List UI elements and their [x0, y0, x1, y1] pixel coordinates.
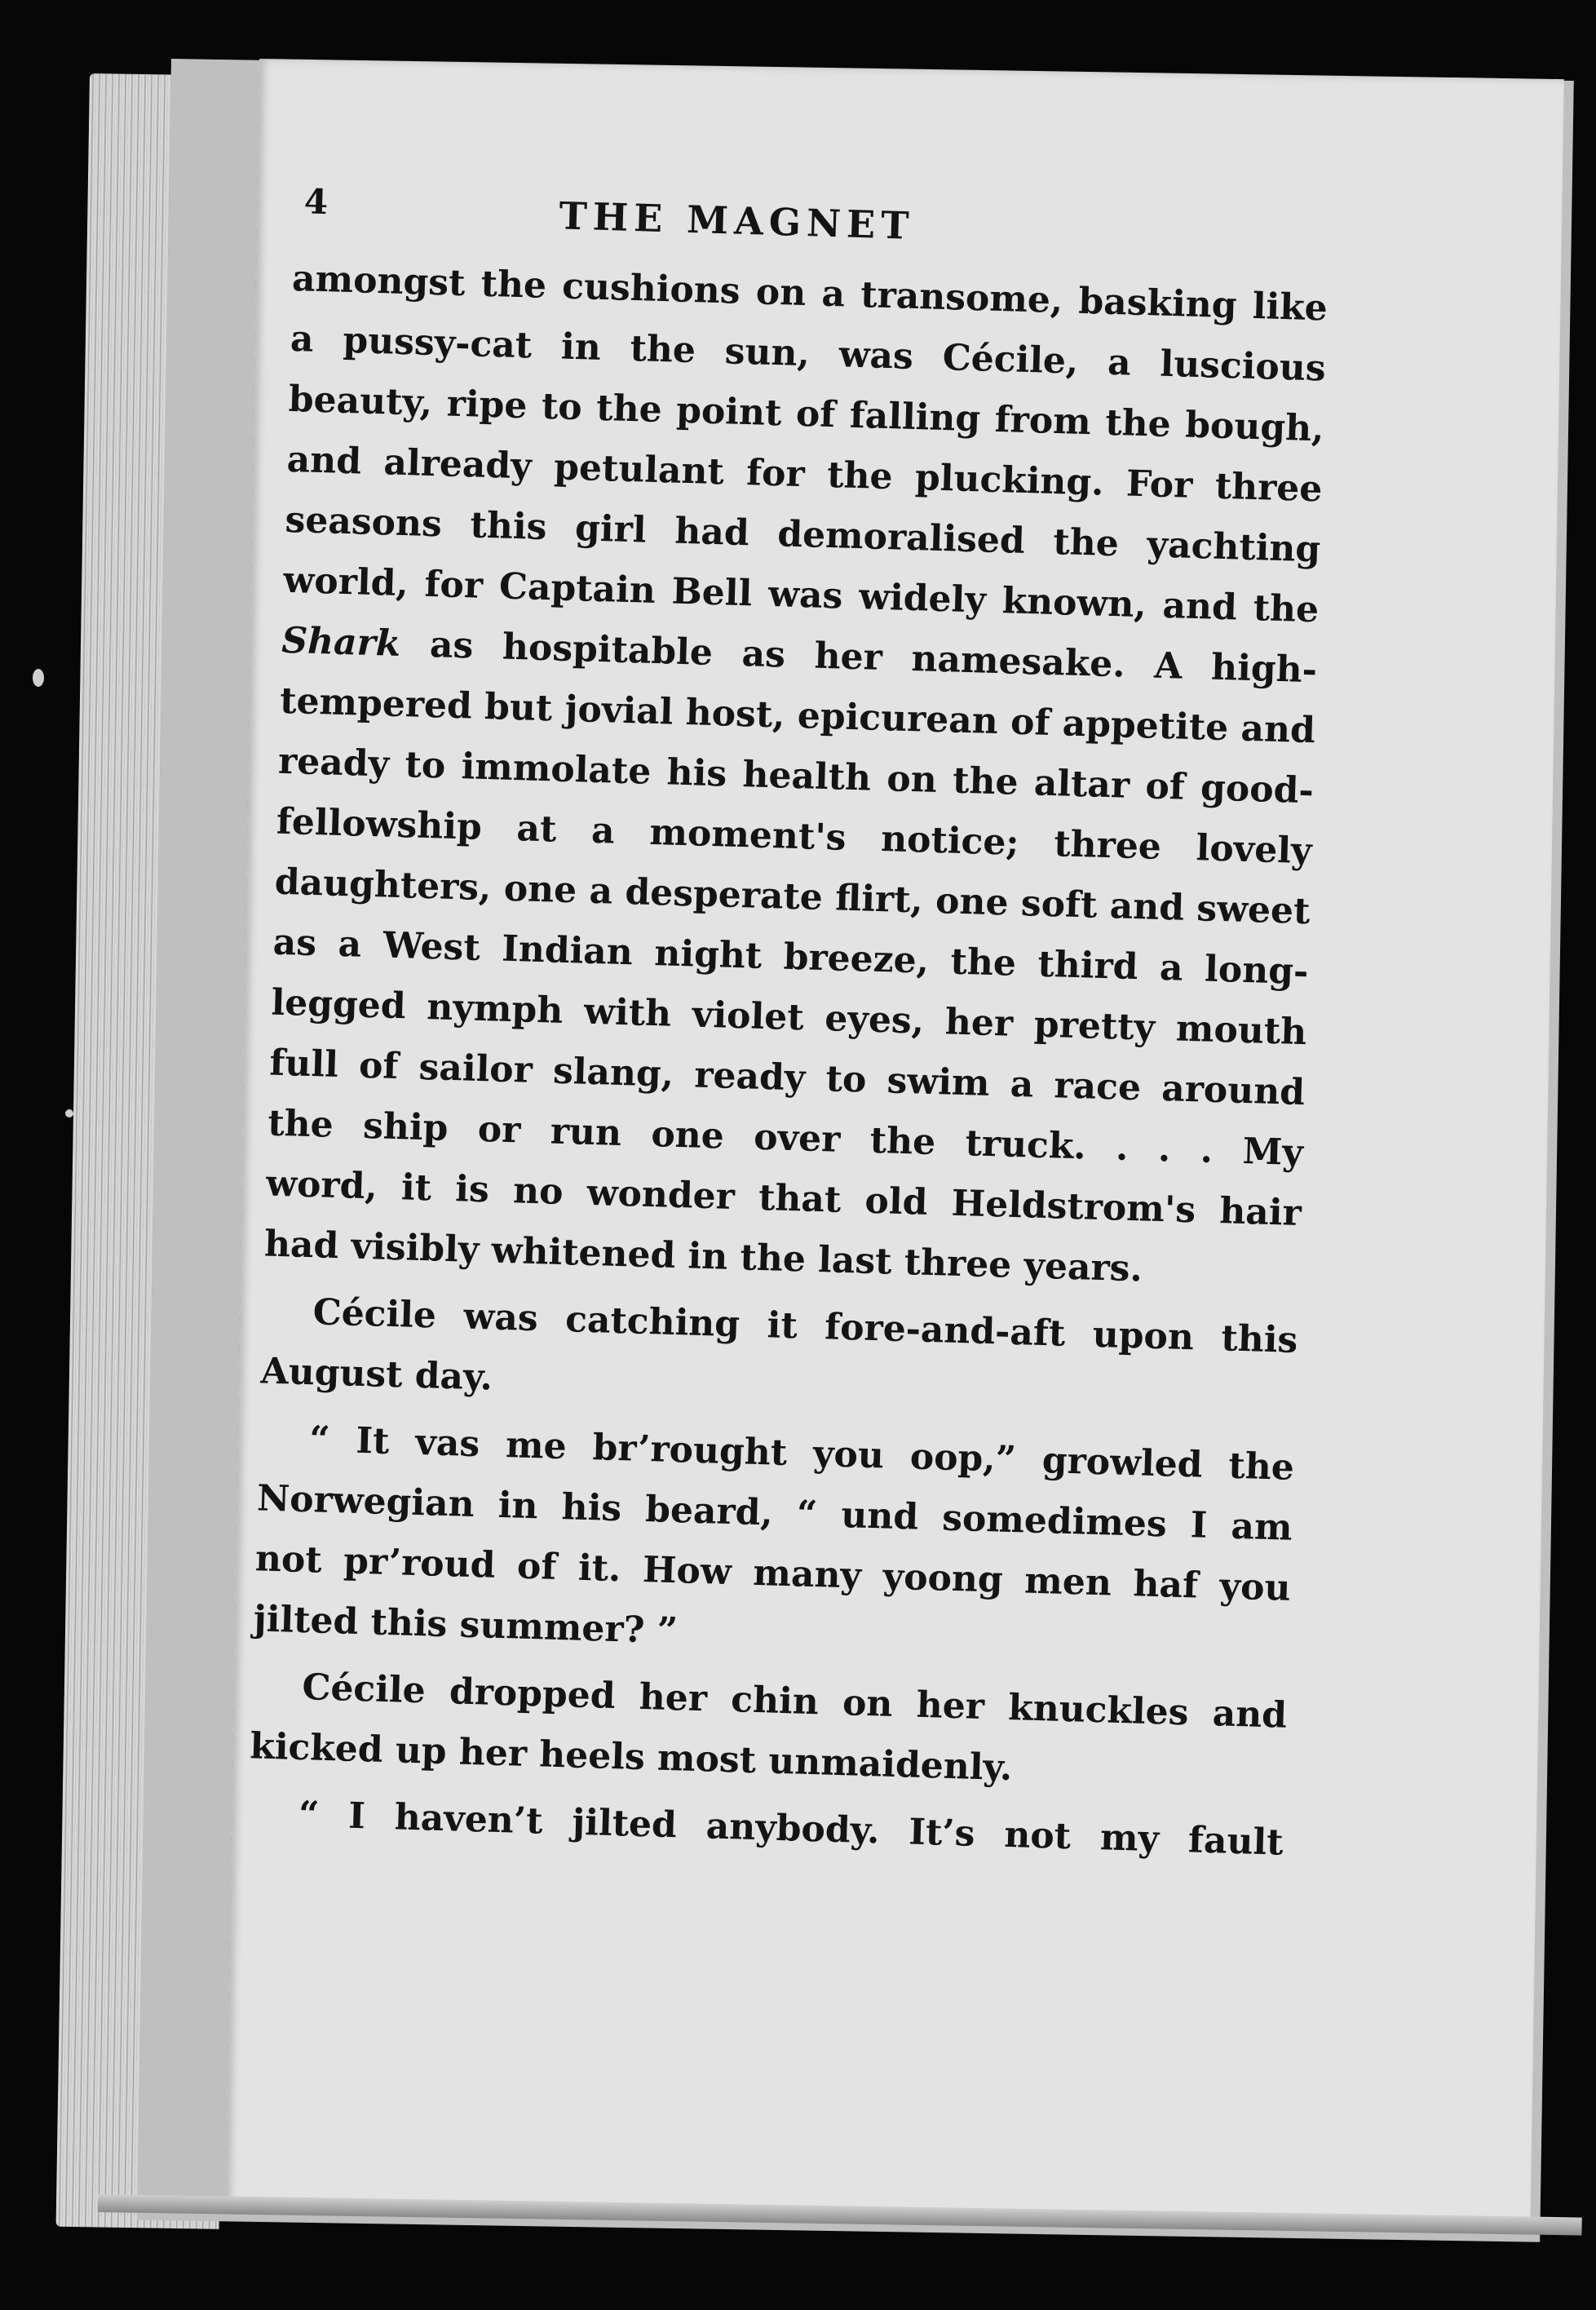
text-line: “ I haven’t jilted anybody. It’s not my fault [298, 1793, 1284, 1864]
text-line: the ship or run one over the truck. . . . My [267, 1102, 1304, 1175]
paragraph [263, 249, 1329, 1304]
page-text [247, 171, 1331, 1874]
text-line: seasons this girl had demoralised the yachting [284, 498, 1321, 571]
ship-name: Shark [281, 619, 402, 665]
text-line: beauty, ripe to the point of falling from the bough, [288, 378, 1325, 450]
text-line: amongst the cushions on a transome, basking like [291, 257, 1329, 330]
page-number: 4 [303, 181, 329, 223]
text-line: not pr’roud of it. How many yoong men haf you [254, 1538, 1292, 1609]
text-line: fellowship at a moment's notice; three lovely [276, 800, 1313, 873]
dust-speck [65, 1109, 73, 1117]
text-line: as a West Indian night breeze, the third a long- [272, 921, 1309, 993]
running-title: THE MAGNET [558, 193, 916, 248]
text-line: jilted this summer? ” [253, 1598, 679, 1653]
text-line: August day. [259, 1350, 493, 1399]
text-line: tempered but jovial host, epicurean of appetite and [279, 679, 1316, 752]
text-line: legged nymph with violet eyes, her pretty mouth [270, 981, 1307, 1054]
text-line: Cécile was catching it fore-and-aft upon this [312, 1291, 1298, 1361]
dust-speck [33, 669, 44, 687]
text-line: ready to immolate his health on the altar of good- [277, 740, 1315, 812]
text-line: “ It vas me br’rought you oop,” growled the [308, 1418, 1295, 1489]
paragraph [253, 1408, 1295, 1679]
text-line-rest: as hospitable as her namesake. A high- [400, 622, 1318, 692]
text-line: full of sailor slang, ready to swim a race around [268, 1042, 1306, 1114]
text-line: Norwegian in his beard, “ und somedimes I am [256, 1477, 1293, 1549]
text-line: and already petulant for the plucking. For three [286, 438, 1324, 511]
text-line: kicked up her heels most unmaidenly. [249, 1725, 1014, 1790]
text-line: had visibly whitened in the last three years. [263, 1223, 1143, 1290]
text-line: a pussy-cat in the sun, was Cécile, a luscious [290, 317, 1327, 390]
text-line: word, it is no wonder that old Heldstrom's hair [265, 1162, 1302, 1235]
text-line: daughters, one a desperate flirt, one soft and sweet [274, 861, 1311, 933]
text-line: Cécile dropped her chin on her knuckles and [301, 1666, 1288, 1737]
text-line: world, for Captain Bell was widely known, and the [282, 559, 1320, 631]
